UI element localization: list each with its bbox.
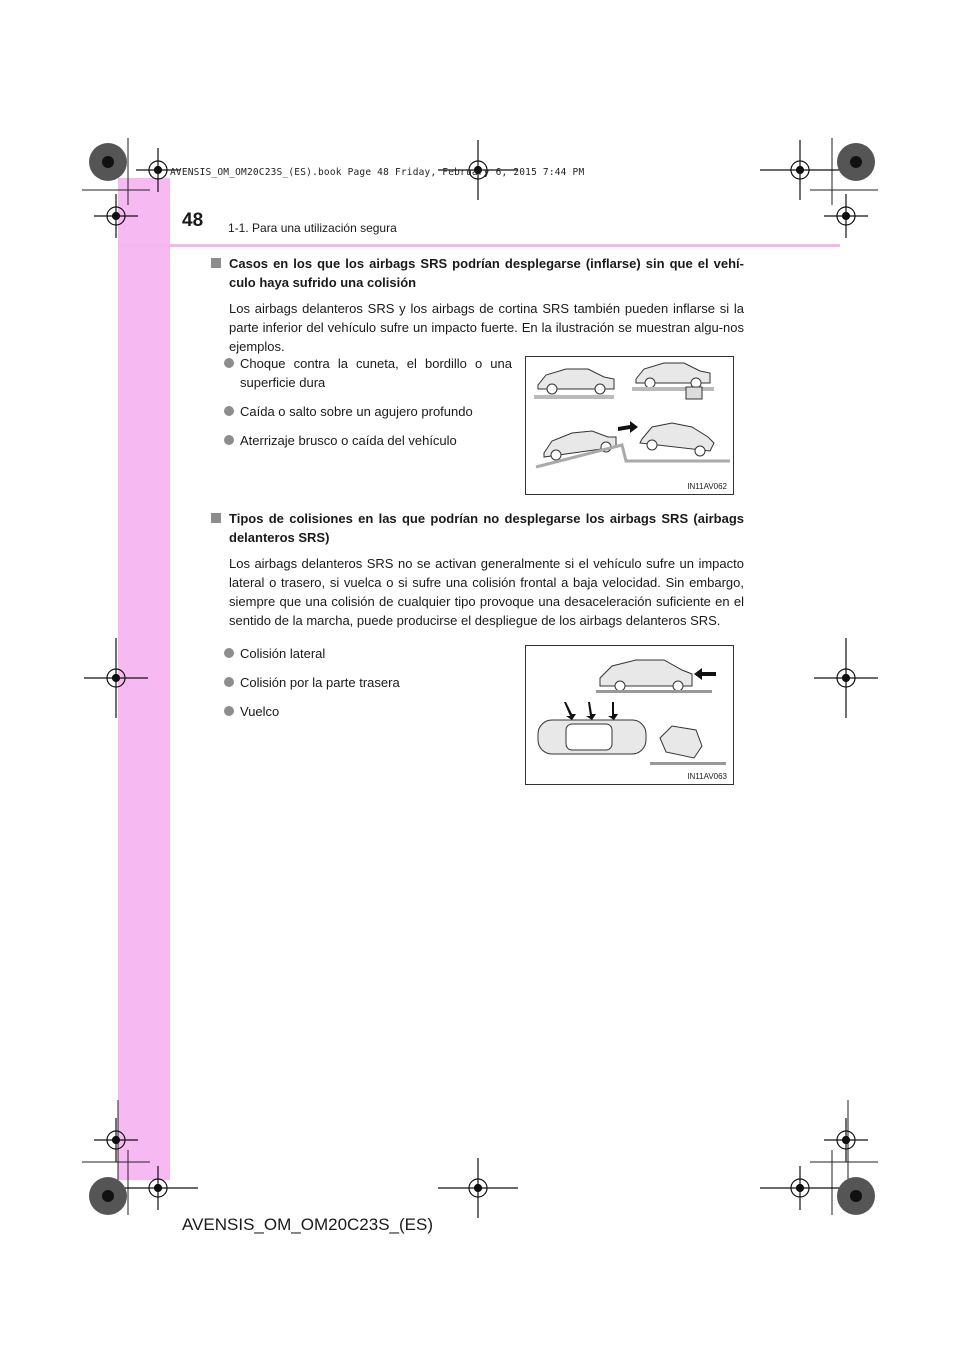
car-impact-illustration xyxy=(526,357,733,494)
section-no-deploy-collisions xyxy=(211,509,744,630)
square-bullet-icon xyxy=(211,513,221,523)
list-item xyxy=(224,702,504,721)
square-bullet-icon xyxy=(211,258,221,268)
list-item-text: Colisión por la parte trasera xyxy=(240,675,400,690)
list-item xyxy=(224,673,504,692)
list-item xyxy=(224,431,512,450)
illustration-non-deploy-collisions xyxy=(525,645,734,785)
bullet-list xyxy=(224,644,504,731)
figure-code: IN11AV062 xyxy=(687,482,727,491)
list-item-text: Vuelco xyxy=(240,704,280,719)
round-bullet-icon xyxy=(224,358,234,368)
section-heading xyxy=(211,254,744,292)
section-title: 1-1. Para una utilización segura xyxy=(228,221,397,235)
round-bullet-icon xyxy=(224,706,234,716)
section-deploy-without-collision xyxy=(211,254,744,356)
section-body: Los airbags delanteros SRS y los airbags de cortina SRS también pueden inflarse si la parte inferior del vehículo sufre un impacto fuerte. En la ilustración se muestran algu-nos ejemplos. xyxy=(229,301,744,354)
page-number: 48 xyxy=(182,210,204,231)
list-item-text: Caída o salto sobre un agujero profundo xyxy=(240,404,473,419)
manual-code-footer: AVENSIS_OM_OM20C23S_(ES) xyxy=(182,1215,433,1234)
book-stamp: AVENSIS_OM_OM20C23S_(ES).book Page 48 Friday, February 6, 2015 7:44 PM xyxy=(170,167,585,178)
round-bullet-icon xyxy=(224,677,234,687)
collision-types-illustration xyxy=(526,646,733,784)
list-item-text: Aterrizaje brusco o caída del vehículo xyxy=(240,433,457,448)
list-item xyxy=(224,402,512,421)
figure-code: IN11AV063 xyxy=(687,772,727,781)
round-bullet-icon xyxy=(224,406,234,416)
list-item xyxy=(224,354,512,392)
round-bullet-icon xyxy=(224,648,234,658)
list-item-text: Choque contra la cuneta, el bordillo o una superficie dura xyxy=(240,356,512,390)
round-bullet-icon xyxy=(224,435,234,445)
section-heading-text: Tipos de colisiones en las que podrían no desplegarse los airbags SRS (airbags delanteros SRS) xyxy=(229,511,744,545)
section-heading-text: Casos en los que los airbags SRS podrían desplegarse (inflarse) sin que el vehí-culo haya sufrido una colisión xyxy=(229,256,744,290)
section-body: Los airbags delanteros SRS no se activan generalmente si el vehículo sufre un impacto lateral o trasero, si vuelca o si sufre una colisión frontal a baja velocidad. Sin embargo, siempre que una colisión de cualquier tipo provoque una desaceleración suficiente en el sentido de la marcha, puede producirse el despliegue de los airbags delanteros SRS. xyxy=(229,556,744,628)
bullet-list xyxy=(224,354,512,460)
section-heading xyxy=(211,509,744,547)
list-item-text: Colisión lateral xyxy=(240,646,326,661)
illustration-underbody-impact xyxy=(525,356,734,495)
list-item xyxy=(224,644,504,663)
